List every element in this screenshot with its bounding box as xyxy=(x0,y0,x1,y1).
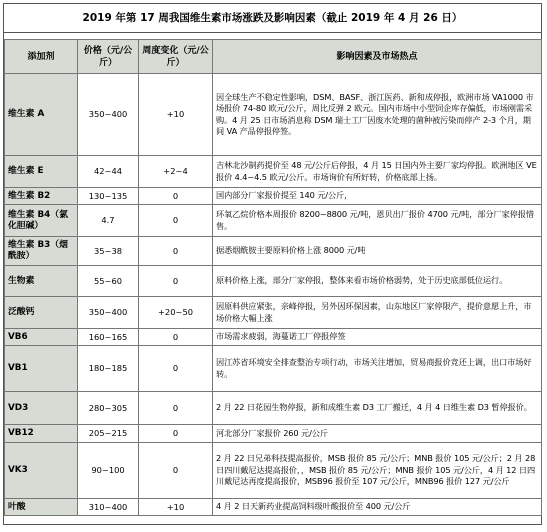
row-price: 180~185 xyxy=(78,346,139,392)
row-change: 0 xyxy=(139,205,213,237)
row-name: 维生素 E xyxy=(5,156,78,188)
row-factors xyxy=(213,237,542,266)
row-name: 维生素 B4（氯化胆碱） xyxy=(5,205,78,237)
table-row xyxy=(5,237,542,266)
header-additive: 添加剂 xyxy=(5,40,78,74)
row-factors xyxy=(213,346,542,392)
row-price: 55~60 xyxy=(78,266,139,297)
row-name: 维生素 B3（烟酰胺） xyxy=(5,237,78,266)
header-row xyxy=(5,40,542,74)
row-factors xyxy=(213,205,542,237)
row-factors-text: 因全球生产不稳定性影响，DSM、BASF、浙江医药、新和成停报，欧洲市场 VA1000 市场报价 74-80 欧元/公斤，周比反弹 2 欧元。国内市场中小型饲企库存偏低，市场刚需采购。4 月 25 日市场消息称 DSM 瑞士工厂因废水处理的菌种被污染而停产 2-3 个月，期间 VA 产品停报停签。 xyxy=(216,91,534,136)
row-name: VB12 xyxy=(5,425,78,443)
row-factors xyxy=(213,329,542,346)
row-price: 35~38 xyxy=(78,237,139,266)
row-factors-text: 2 月 22 日兄弟科技提高报价，MSB 报价 85 元/公斤；MNB 报价 105 元/公斤；2 月 28 日四川戴尼达提高报价，，MSB 报价 85 元/公斤；MNB 报价 105 元/公斤，4 月 12 日四川戴尼达再度提高报价，MSB96 报价至 107 元/公斤，MNB96 报价 127 元/公斤 xyxy=(216,453,536,487)
row-factors xyxy=(213,156,542,188)
row-name: VD3 xyxy=(5,392,78,425)
row-change: 0 xyxy=(139,188,213,205)
row-price: 310~400 xyxy=(78,499,139,516)
row-change: 0 xyxy=(139,425,213,443)
row-factors xyxy=(213,188,542,205)
row-price: 42~44 xyxy=(78,156,139,188)
row-name: VK3 xyxy=(5,443,78,499)
row-name: 叶酸 xyxy=(5,499,78,516)
row-name: VB1 xyxy=(5,346,78,392)
row-name: 生物素 xyxy=(5,266,78,297)
table-row xyxy=(5,346,542,392)
row-factors-text: 国内部分厂家报价提至 140 元/公斤， xyxy=(216,190,353,201)
row-price: 350~400 xyxy=(78,74,139,156)
row-factors-text: 因原料供应紧张，亲峰停报，另外因环保因素，山东地区厂家停限产，提价意愿上升，市场价格大幅上涨 xyxy=(216,301,532,323)
row-factors xyxy=(213,297,542,329)
row-factors-text: 原料价格上涨，部分厂家停报，整体来看市场价格弱势，处于历史底部低位运行。 xyxy=(216,275,508,286)
row-factors-text: 环氧乙烷价格本周报价 8200~8800 元/吨，恩贝出厂报价 4700 元/吨，部分厂家停报惜售。 xyxy=(216,209,534,231)
table-row xyxy=(5,205,542,237)
row-change: +20~50 xyxy=(139,297,213,329)
row-factors xyxy=(213,499,542,516)
row-price: 280~305 xyxy=(78,392,139,425)
row-change: +10 xyxy=(139,499,213,516)
row-factors-text: 河北部分厂家报价 260 元/公斤 xyxy=(216,427,328,438)
row-price: 90~100 xyxy=(78,443,139,499)
row-change: 0 xyxy=(139,443,213,499)
header-factors: 影响因素及市场热点 xyxy=(213,40,542,74)
row-factors xyxy=(213,443,542,499)
report-title: 2019 年第 17 周我国维生素市场涨跌及影响因素（截止 2019 年 4 月 26 日） xyxy=(4,4,541,33)
row-change: 0 xyxy=(139,346,213,392)
row-change: 0 xyxy=(139,237,213,266)
table-row xyxy=(5,499,542,516)
row-name: VB6 xyxy=(5,329,78,346)
row-factors-text: 因江苏省环境安全排查整治专项行动，市场关注增加，贸易商报价竞还上调，出口市场好转。 xyxy=(216,357,532,379)
vitamin-price-table xyxy=(4,39,542,516)
row-factors xyxy=(213,266,542,297)
table-row xyxy=(5,74,542,156)
table-row xyxy=(5,392,542,425)
row-change: 0 xyxy=(139,392,213,425)
row-factors xyxy=(213,74,542,156)
row-factors xyxy=(213,392,542,425)
row-factors-text: 据悉烟酰胺主要原料价格上涨 8000 元/吨 xyxy=(216,245,366,256)
table-row xyxy=(5,329,542,346)
table-row xyxy=(5,297,542,329)
row-factors-text: 吉林北沙制药提价至 48 元/公斤后停报，4 月 15 日国内外主要厂家均停报。欧洲地区 VE 报价 4.4~4.5 欧元/公斤。市场询价有所好转，价格底部上扬。 xyxy=(216,160,537,182)
row-name: 维生素 B2 xyxy=(5,188,78,205)
row-name: 泛酸钙 xyxy=(5,297,78,329)
row-change: +10 xyxy=(139,74,213,156)
table-row xyxy=(5,425,542,443)
row-name: 维生素 A xyxy=(5,74,78,156)
row-price: 350~400 xyxy=(78,297,139,329)
table-row xyxy=(5,188,542,205)
row-change: 0 xyxy=(139,266,213,297)
row-factors-text: 2 月 22 日花园生物停报，新和成维生素 D3 工厂搬迁，4 月 4 日维生素 D3 暂停报价。 xyxy=(216,402,532,413)
header-weekly-change: 周度变化（元/公斤） xyxy=(139,40,213,74)
row-factors-text: 市场需求疲弱，海蔓诺工厂停报停签 xyxy=(216,331,346,342)
header-price: 价格（元/公斤） xyxy=(78,40,139,74)
row-factors xyxy=(213,425,542,443)
table-row xyxy=(5,266,542,297)
row-factors-text: 4 月 2 日天新药业提高饲料级叶酸报价至 400 元/公斤 xyxy=(216,501,411,512)
table-row xyxy=(5,443,542,499)
table-row xyxy=(5,156,542,188)
row-price: 160~165 xyxy=(78,329,139,346)
row-change: +2~4 xyxy=(139,156,213,188)
row-price: 130~135 xyxy=(78,188,139,205)
row-price: 4.7 xyxy=(78,205,139,237)
report-frame xyxy=(3,3,542,525)
row-price: 205~215 xyxy=(78,425,139,443)
row-change: 0 xyxy=(139,329,213,346)
